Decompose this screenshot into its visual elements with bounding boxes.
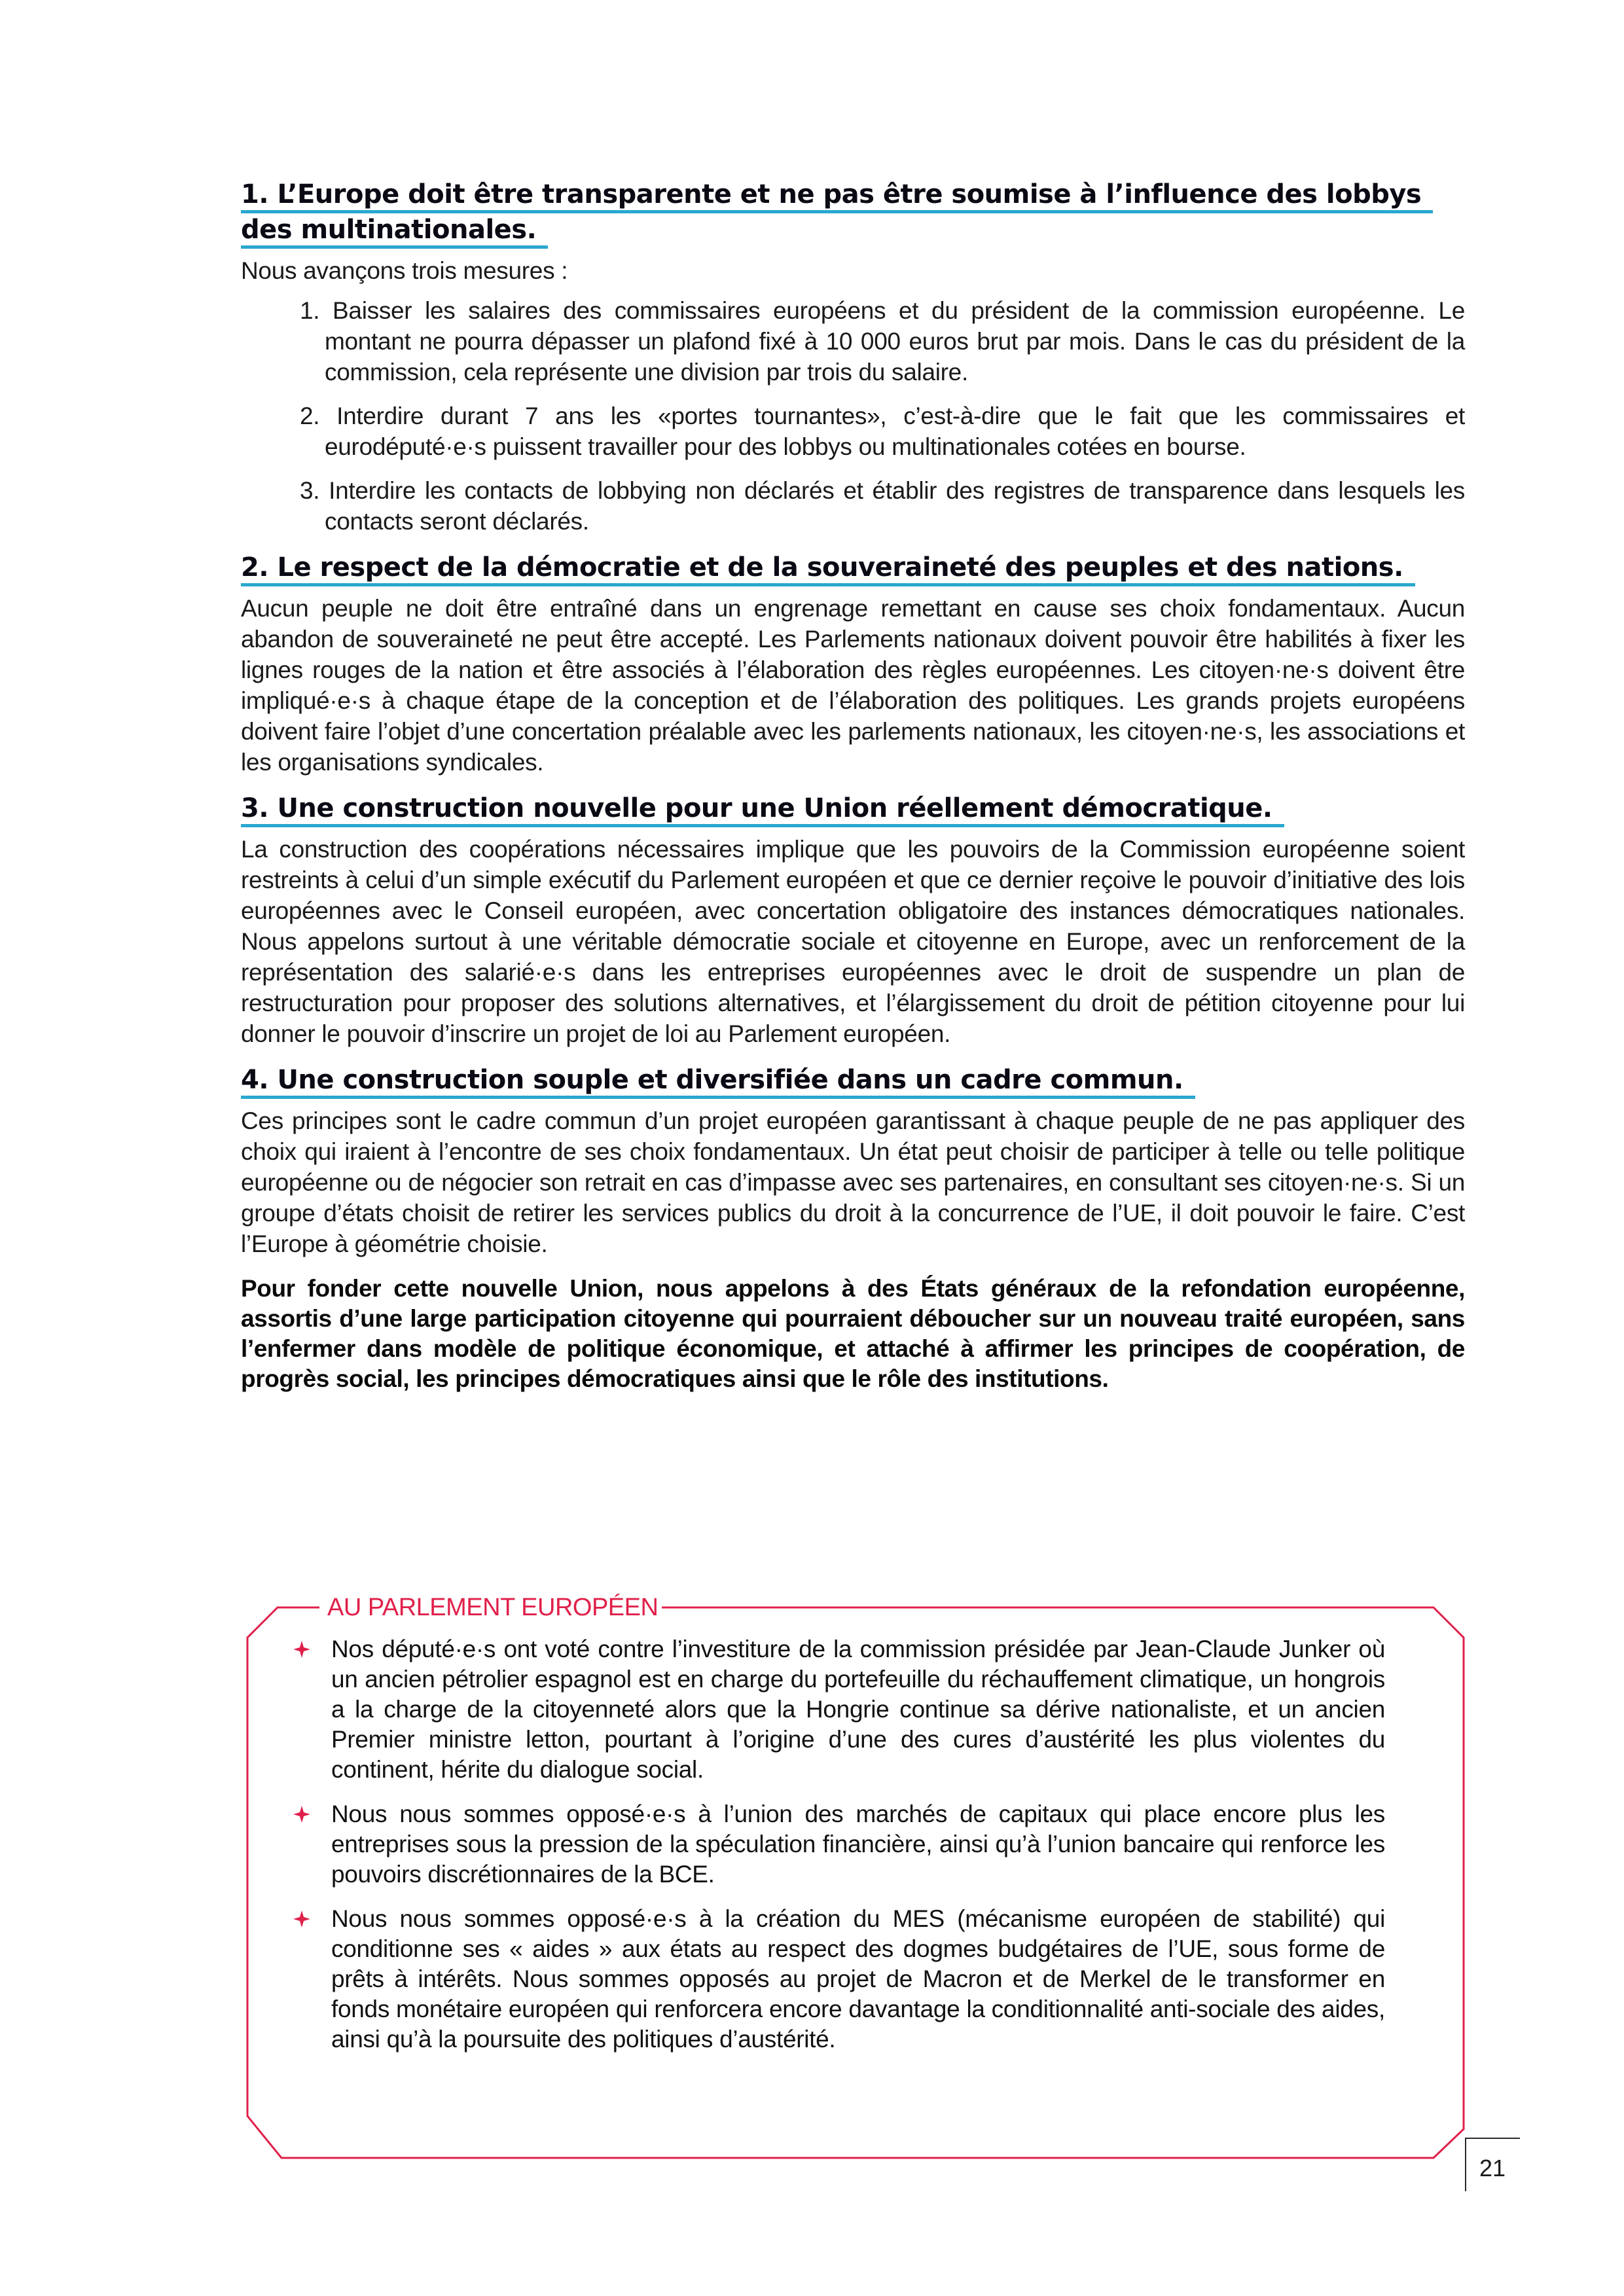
measure-item: 2. Interdire durant 7 ans les «portes tournantes», c’est-à-dire que le fait que les commissaires et eurodéputé·e·s puissent travailler pour des lobbys ou multinationales cotées en bourse. (300, 403, 1465, 460)
section-2-title-text: 2. Le respect de la démocratie et de la souveraineté des peuples et des nations. (241, 552, 1415, 586)
four-point-star-icon (293, 1806, 310, 1823)
section-3-title-text: 3. Une construction nouvelle pour une Union réellement démocratique. (241, 793, 1284, 827)
page-number: 21 (1479, 2155, 1506, 2181)
parliament-list-item (285, 1634, 1385, 1785)
measures-list (241, 295, 1465, 537)
section-4-body: Ces principes sont le cadre commun d’un projet européen garantissant à chaque peuple de ne pas appliquer des choix qui iraient à l’encontre de ses choix fondamentaux. Un état peut choisir de participer à telle ou telle politique européenne ou de négocier son retrait en cas d’impasse avec ses partenaires, en consultant ses citoyen·ne·s. Si un groupe d’états choisit de retirer les services publics du droit à la concurrence de l’UE, il doit pouvoir le faire. C’est l’Europe à géométrie choisie. (241, 1107, 1465, 1257)
section-1-intro: Nous avançons trois mesures : (241, 257, 568, 284)
parliament-item-text: Nos député·e·s ont voté contre l’investiture de la commission présidée par Jean-Claude Junker où un ancien pétrolier espagnol est en charge du portefeuille du réchauffement climatique, un hongrois a la charge de la citoyenneté alors que la Hongrie continue sa dérive nationaliste, et un ancien Premier ministre letton, pourtant à l’origine d’une des cures d’austérité les plus violentes du continent, hérite du dialogue social. (331, 1636, 1385, 1783)
parliament-item-text: Nous nous sommes opposé·e·s à la création du MES (mécanisme européen de stabilité) qui conditionne ses « aides » aux états au respect des dogmes budgétaires de l’UE, sous forme de prêts à intérêts. Nous sommes opposés au projet de Macron et de Merkel de le transformer en fonds monétaire européen qui renforcera encore davantage la conditionnalité anti-sociale des aides, ainsi qu’à la poursuite des politiques d’austérité. (331, 1905, 1385, 2053)
measure-item: 1. Baisser les salaires des commissaires européens et du président de la commission européenne. Le montant ne pourra dépasser un plafond fixé à 10 000 euros brut par mois. Dans le cas du président de la commission, cela représente une division par trois du salaire. (300, 297, 1465, 386)
measure-item: 3. Interdire les contacts de lobbying non déclarés et établir des registres de transparence dans lesquels les contacts seront déclarés. (300, 477, 1465, 535)
section-2-title (241, 550, 1465, 585)
page-content (241, 177, 1465, 1418)
section-2-body: Aucun peuple ne doit être entraîné dans un engrenage remettant en cause ses choix fondamentaux. Aucun abandon de souveraineté ne peut être accepté. Les Parlements nationaux doivent pouvoir être habilités à fixer les lignes rouges de la nation et être associés à l’élaboration des règles européennes. Les citoyen·ne·s doivent être impliqué·e·s à chaque étape de la conception et de l’élaboration des politiques. Les grands projets européens doivent faire l’objet d’une concertation préalable avec les parlements nationaux, les citoyen·ne·s, les associations et les organisations syndicales. (241, 595, 1465, 776)
section-4-title (241, 1062, 1465, 1098)
section-3-body: La construction des coopérations nécessaires implique que les pouvoirs de la Commission européenne soient restreints à celui d’un simple exécutif du Parlement européen et que ce dernier reçoive le pouvoir d’initiative des lois européennes avec le Conseil européen, avec concertation obligatoire des instances démocratiques nationales. Nous appelons surtout à une véritable démocratie sociale et citoyenne en Europe, avec un renforcement de la représentation des salarié·e·s dans les entreprises européennes avec le droit de suspendre un plan de restructuration pour proposer des solutions alternatives, et l’élargissement du droit de pétition citoyenne pour lui donner le pouvoir d’inscrire un projet de loi au Parlement européen. (241, 836, 1465, 1047)
section-4-title-text: 4. Une construction souple et diversifiée dans un cadre commun. (241, 1065, 1195, 1099)
parliament-list-item (285, 1904, 1385, 2054)
section-3-title (241, 791, 1465, 826)
parliament-box (246, 1595, 1465, 2161)
parliament-list (285, 1634, 1385, 2069)
parliament-box-title: AU PARLEMENT EUROPÉEN (323, 1595, 662, 1620)
section-1-title (241, 177, 1465, 247)
page-number-box (1465, 2138, 1520, 2191)
four-point-star-icon (293, 1641, 310, 1658)
four-point-star-icon (293, 1910, 310, 1928)
parliament-list-item (285, 1799, 1385, 1890)
call-to-action: Pour fonder cette nouvelle Union, nous appelons à des États généraux de la refondation européenne, assortis d’une large participation citoyenne qui pourraient déboucher sur un nouveau traité européen, sans l’enfermer dans modèle de politique économique, et attaché à affirmer les principes de coopération, de progrès social, les principes démocratiques ainsi que le rôle des institutions. (241, 1275, 1465, 1392)
parliament-item-text: Nous nous sommes opposé·e·s à l’union des marchés de capitaux qui place encore plus les entreprises sous la pression de la spéculation financière, ainsi qu’à l’union bancaire qui renforce les pouvoirs discrétionnaires de la BCE. (331, 1801, 1385, 1888)
section-1-title-text: 1. L’Europe doit être transparente et ne pas être soumise à l’influence des lobbys des multinationales. (241, 179, 1433, 249)
